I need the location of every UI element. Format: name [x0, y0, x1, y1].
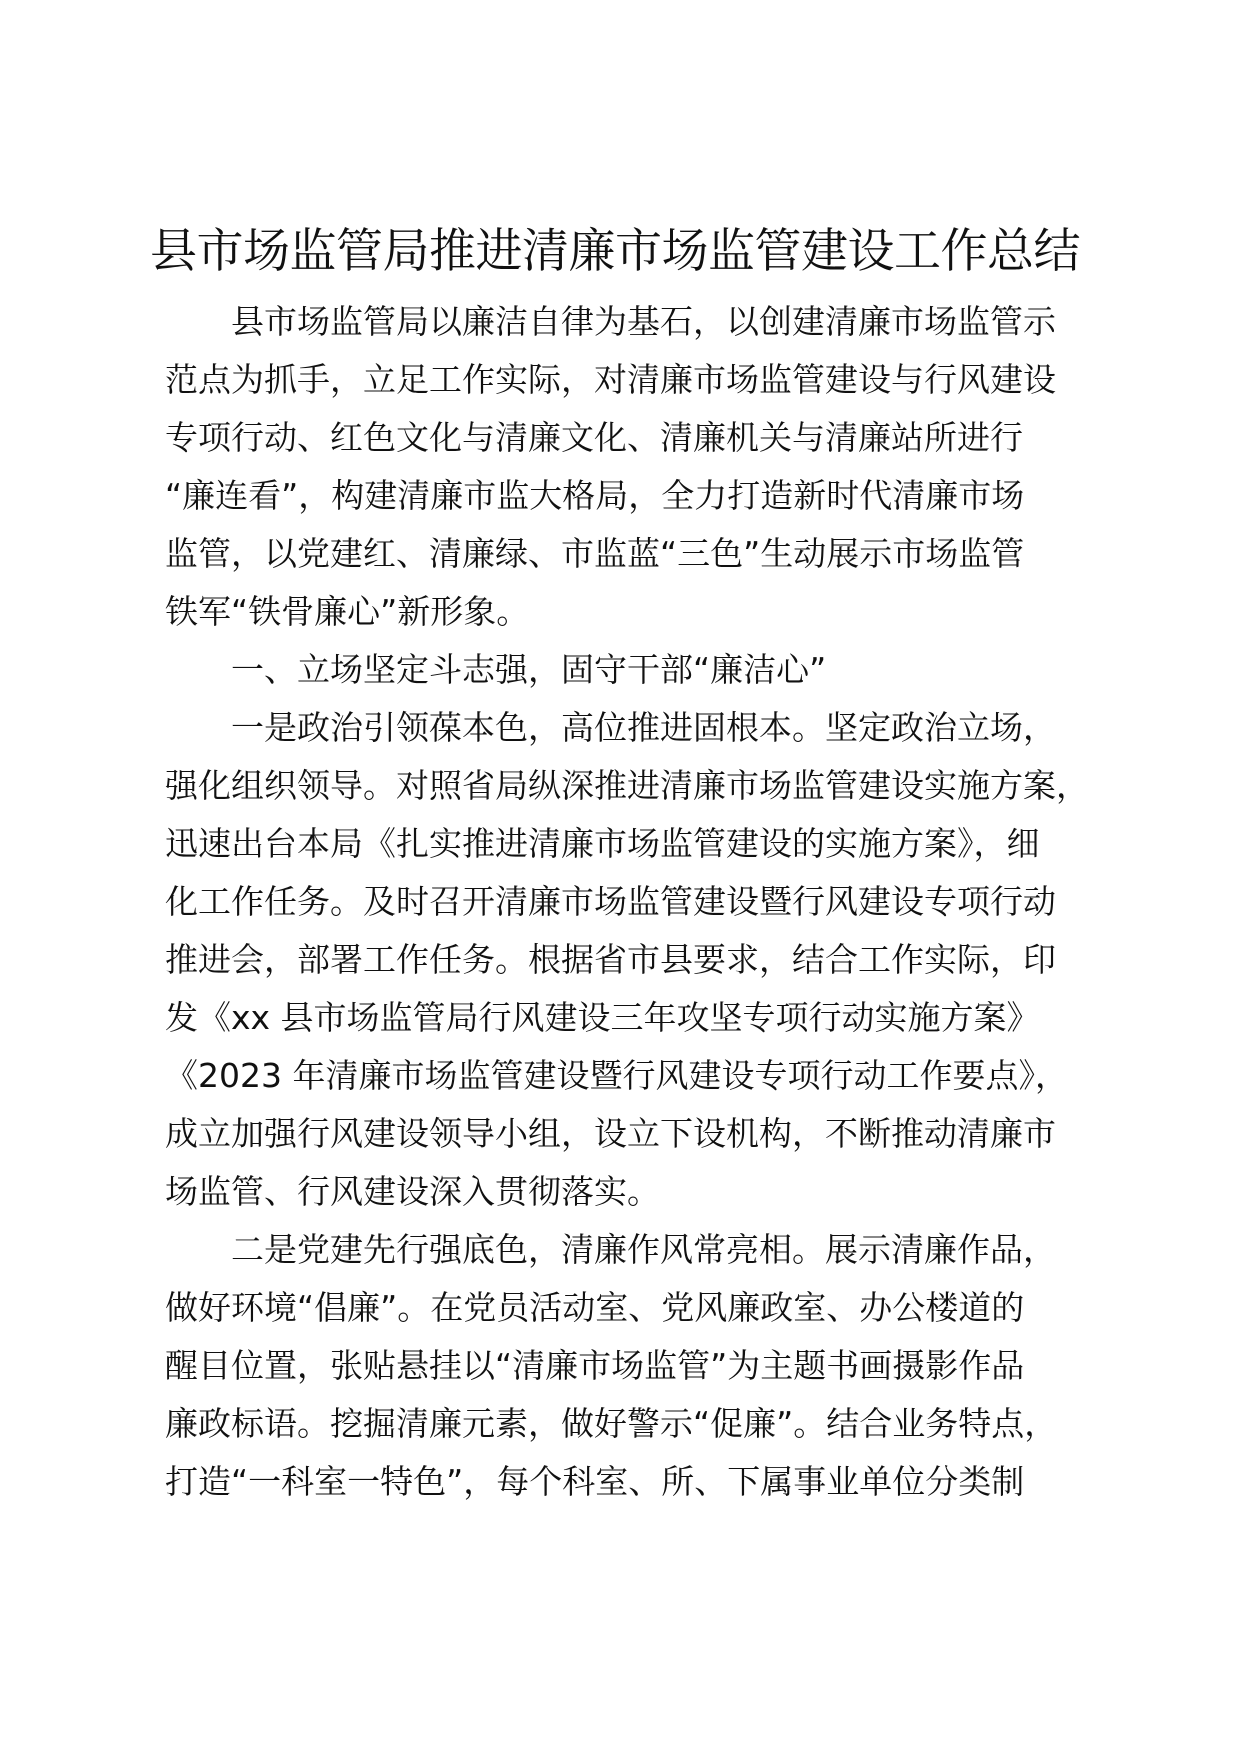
body-line: 《2023 年清廉市场监管建设暨行风建设专项行动工作要点》，	[165, 1056, 1068, 1095]
body-line: 迅速出台本局《扎实推进清廉市场监管建设的实施方案》，细	[165, 824, 1040, 863]
body-line: 县市场监管局以廉洁自律为基石，以创建清廉市场监管示	[165, 302, 1056, 341]
body-line: “廉连看”，构建清廉市监大格局，全力打造新时代清廉市场	[165, 476, 1025, 515]
section-heading: 一、立场坚定斗志强，固守干部“廉洁心”	[165, 650, 827, 689]
body-line: 打造“一科室一特色”，每个科室、所、下属事业单位分类制	[165, 1462, 1025, 1501]
body-line: 二是党建先行强底色，清廉作风常亮相。展示清廉作品，	[165, 1230, 1056, 1269]
body-line: 强化组织领导。对照省局纵深推进清廉市场监管建设实施方案，	[165, 766, 1089, 805]
body-line: 场监管、行风建设深入贯彻落实。	[165, 1172, 660, 1211]
body-line: 化工作任务。及时召开清廉市场监管建设暨行风建设专项行动	[165, 882, 1056, 921]
body-line: 推进会，部署工作任务。根据省市县要求，结合工作实际，印	[165, 940, 1056, 979]
body-line: 醒目位置，张贴悬挂以“清廉市场监管”为主题书画摄影作品	[165, 1346, 1025, 1385]
body-line: 成立加强行风建设领导小组，设立下设机构，不断推动清廉市	[165, 1114, 1056, 1153]
body-line: 范点为抓手，立足工作实际，对清廉市场监管建设与行风建设	[165, 360, 1056, 399]
body-line: 专项行动、红色文化与清廉文化、清廉机关与清廉站所进行	[165, 418, 1023, 457]
body-line: 一是政治引领葆本色，高位推进固根本。坚定政治立场，	[165, 708, 1056, 747]
body-line: 铁军“铁骨廉心”新形象。	[165, 592, 530, 631]
body-line: 做好环境“倡廉”。在党员活动室、党风廉政室、办公楼道的	[165, 1288, 1025, 1327]
document-title: 县市场监管局推进清廉市场监管建设工作总结	[150, 224, 1080, 279]
body-line: 监管，以党建红、清廉绿、市监蓝“三色”生动展示市场监管	[165, 534, 1025, 573]
body-line: 廉政标语。挖掘清廉元素，做好警示“促廉”。结合业务特点，	[165, 1404, 1058, 1443]
body-line: 发《xx 县市场监管局行风建设三年攻坚专项行动实施方案》	[165, 998, 1040, 1037]
